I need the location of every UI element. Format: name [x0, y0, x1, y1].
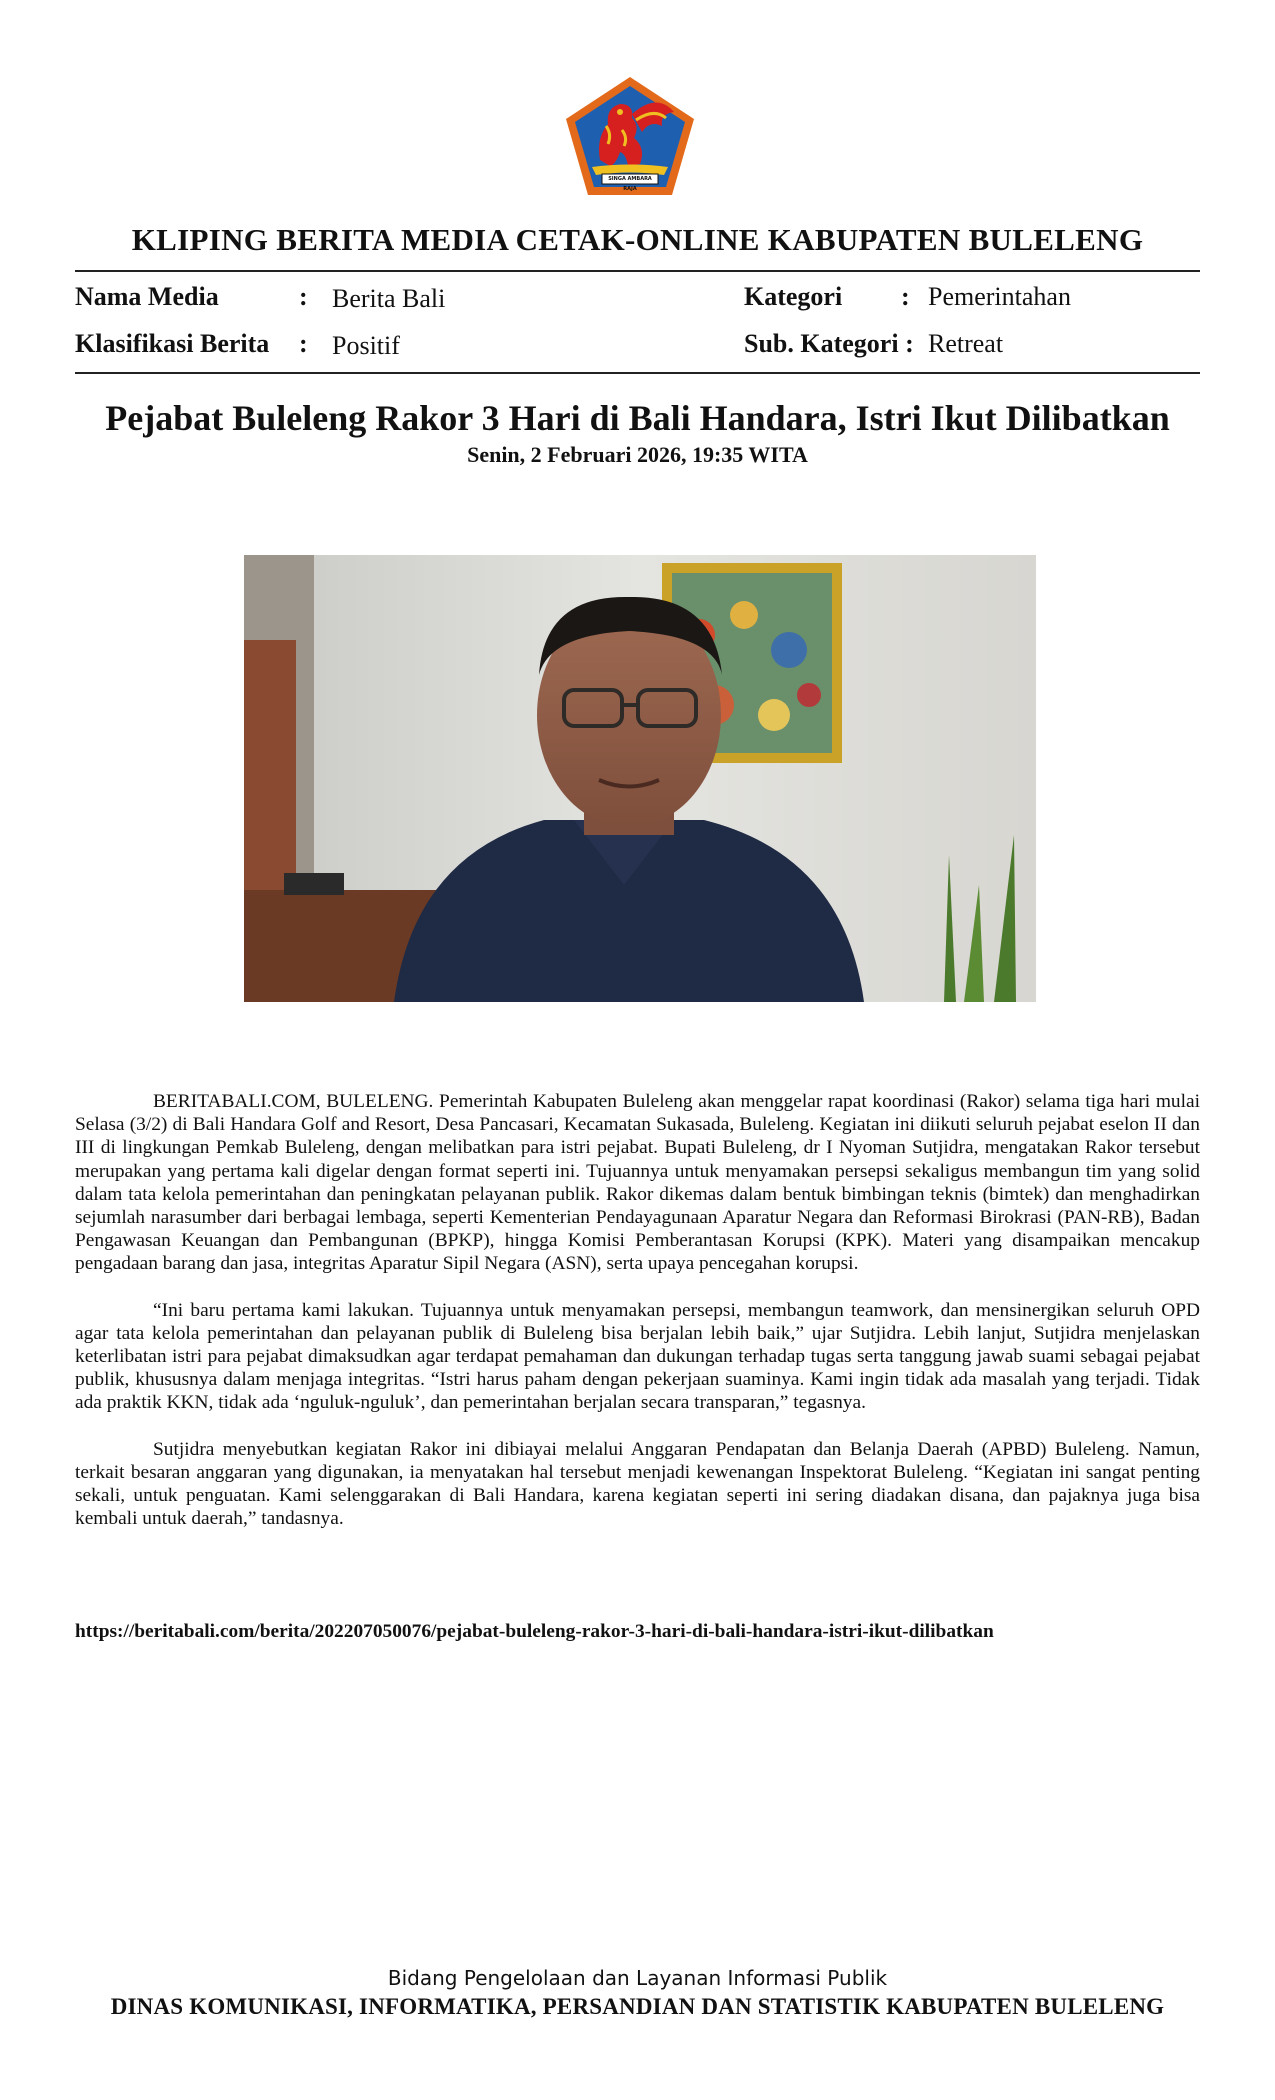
article-photo — [244, 555, 1036, 1002]
media-separator: : — [299, 282, 308, 311]
media-label: Nama Media — [75, 282, 219, 311]
classification-separator: : — [299, 329, 308, 358]
article-headline: Pejabat Buleleng Rakor 3 Hari di Bali Handara, Istri Ikut Dilibatkan — [105, 398, 1170, 438]
article-paragraph: “Ini baru pertama kami lakukan. Tujuannya untuk menyamakan persepsi, membangun teamwork, dan mensinergikan seluruh OPD agar tata kelola pemerintahan dan pelayanan publik di Buleleng bisa berjalan lebih baik,” ujar Sutjidra. Lebih lanjut, Sutjidra menjelaskan keterlibatan istri para pejabat dimaksudkan agar terdapat pemahaman dan dukungan terhadap tugas serta tanggung jawab suami sebagai pejabat publik, khususnya dalam menjaga integritas. “Istri harus paham dengan pekerjaan suaminya. Kami ingin tidak ada masalah yang terjadi. Tidak ada praktik KKN, tidak ada ‘nguluk-nguluk’, dan pemerintahan berjalan secara transparan,” tegasnya. — [75, 1299, 1200, 1414]
subcategory-label: Sub. Kategori : — [744, 329, 914, 358]
header-bottom-rule — [75, 372, 1200, 374]
article-body — [75, 1090, 1200, 1553]
emblem-motto: SINGA AMBARA RAJA — [608, 176, 652, 192]
classification-label: Klasifikasi Berita — [75, 329, 270, 358]
header-top-rule — [75, 270, 1200, 272]
article-paragraph: Sutjidra menyebutkan kegiatan Rakor ini dibiayai melalui Anggaran Pendapatan dan Belanja Daerah (APBD) Buleleng. Namun, terkait besaran anggaran yang digunakan, ia menyatakan hal tersebut menjadi kewenangan Inspektorat Buleleng. “Kegiatan ini sangat penting sekali, untuk penguatan. Kami selenggarakan di Bali Handara, karena kegiatan seperti ini sering diadakan disana, dan pajaknya juga bisa kembali untuk daerah,” tandasnya. — [75, 1438, 1200, 1530]
footer-department: Bidang Pengelolaan dan Layanan Informasi Publik — [387, 1966, 888, 1990]
source-url[interactable]: https://beritabali.com/berita/202207050076/pejabat-buleleng-rakor-3-hari-di-bali-handara-istri-ikut-dilibatkan — [75, 1621, 994, 1642]
article-dateline: Senin, 2 Februari 2026, 19:35 WITA — [467, 442, 808, 467]
classification-value: Positif — [332, 331, 400, 360]
category-separator: : — [901, 282, 910, 311]
kabupaten-buleleng-emblem — [562, 74, 698, 200]
footer-agency: DINAS KOMUNIKASI, INFORMATIKA, PERSANDIAN DAN STATISTIK KABUPATEN BULELENG — [110, 1994, 1165, 2019]
media-value: Berita Bali — [332, 284, 446, 313]
subcategory-value: Retreat — [928, 329, 1004, 358]
document-title: KLIPING BERITA MEDIA CETAK-ONLINE KABUPATEN BULELENG — [131, 222, 1144, 257]
article-paragraph: BERITABALI.COM, BULELENG. Pemerintah Kabupaten Buleleng akan menggelar rapat koordinasi (Rakor) selama tiga hari mulai Selasa (3/2) di Bali Handara Golf and Resort, Desa Pancasari, Kecamatan Sukasada, Buleleng. Kegiatan ini diikuti seluruh pejabat eselon II dan III di lingkungan Pemkab Buleleng, dengan melibatkan para istri pejabat. Bupati Buleleng, dr I Nyoman Sutjidra, mengatakan Rakor tersebut merupakan yang pertama kali digelar dengan format seperti ini. Tujuannya untuk menyamakan persepsi sekaligus membangun tim yang solid dalam tata kelola pemerintahan dan peningkatan pelayanan publik. Rakor dikemas dalam bentuk bimbingan teknis (bimtek) dan menghadirkan sejumlah narasumber dari berbagai lembaga, seperti Kementerian Pendayagunaan Aparatur Negara dan Reformasi Birokrasi (PAN-RB), Badan Pengawasan Keuangan dan Pembangunan (BPKP), hingga Komisi Pemberantasan Korupsi (KPK). Materi yang disampaikan mencakup pengadaan barang dan jasa, integritas Aparatur Sipil Negara (ASN), serta upaya pencegahan korupsi. — [75, 1091, 1200, 1275]
category-value: Pemerintahan — [928, 282, 1071, 311]
category-label: Kategori — [744, 282, 843, 311]
